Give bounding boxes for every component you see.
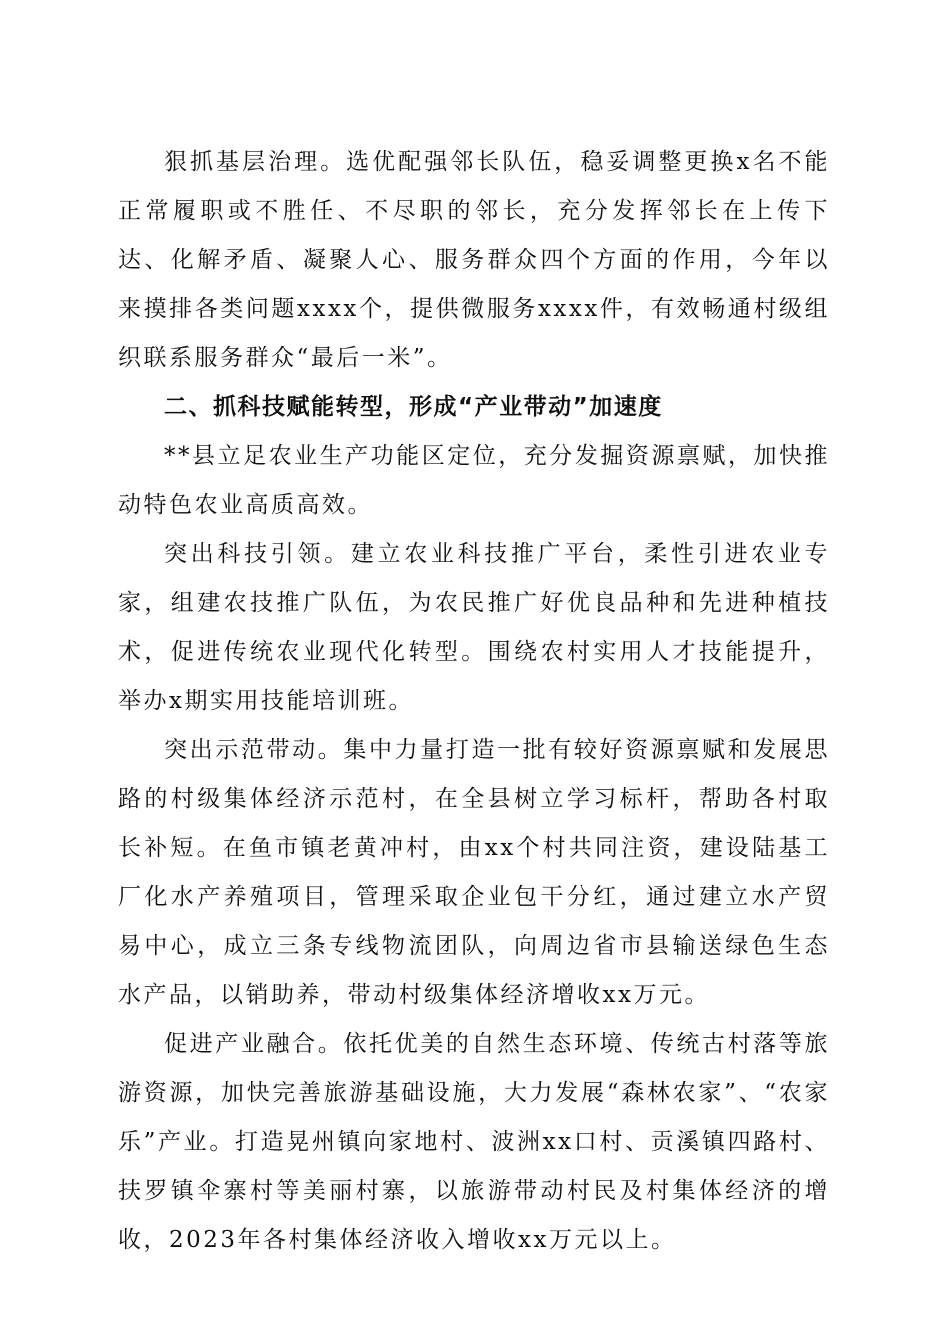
paragraph-county-agriculture-intro: **县立足农业生产功能区定位，充分发掘资源禀赋，加快推动特色农业高质高效。 (118, 443, 830, 518)
paragraph-tech-leadership: 突出科技引领。建立农业科技推广平台，柔性引进农业专家，组建农技推广队伍，为农民推广好优良品种和先进种植技术，促进传统农业现代化转型。围绕农村实用人才技能提升，举办x期实用技能培训班。 (118, 541, 830, 714)
section-heading-tech-empowerment: 二、抓科技赋能转型，形成“产业带动”加速度 (164, 394, 663, 420)
document-body (118, 138, 830, 1265)
paragraph-grassroots-governance: 狠抓基层治理。选优配强邻长队伍，稳妥调整更换x名不能正常履职或不胜任、不尽职的邻长，充分发挥邻长在上传下达、化解矛盾、凝聚人心、服务群众四个方面的作用，今年以来摸排各类问题xxxx个，提供微服务xxxx件，有效畅通村级组织联系服务群众“最后一米”。 (118, 149, 830, 371)
paragraph-industry-integration: 促进产业融合。依托优美的自然生态环境、传统古村落等旅游资源，加快完善旅游基础设施，大力发展“森林农家”、“农家乐”产业。打造晃州镇向家地村、波洲xx口村、贡溪镇四路村、扶罗镇伞寨村等美丽村寨，以旅游带动村民及村集体经济的增收，2023年各村集体经济收入增收xx万元以上。 (118, 1031, 830, 1253)
paragraph-demonstration-drive: 突出示范带动。集中力量打造一批有较好资源禀赋和发展思路的村级集体经济示范村，在全县树立学习标杆，帮助各村取长补短。在鱼市镇老黄冲村，由xx个村共同注资，建设陆基工厂化水产养殖项目，管理采取企业包干分红，通过建立水产贸易中心，成立三条专线物流团队，向周边省市县输送绿色生态水产品，以销助养，带动村级集体经济增收xx万元。 (118, 737, 830, 1008)
